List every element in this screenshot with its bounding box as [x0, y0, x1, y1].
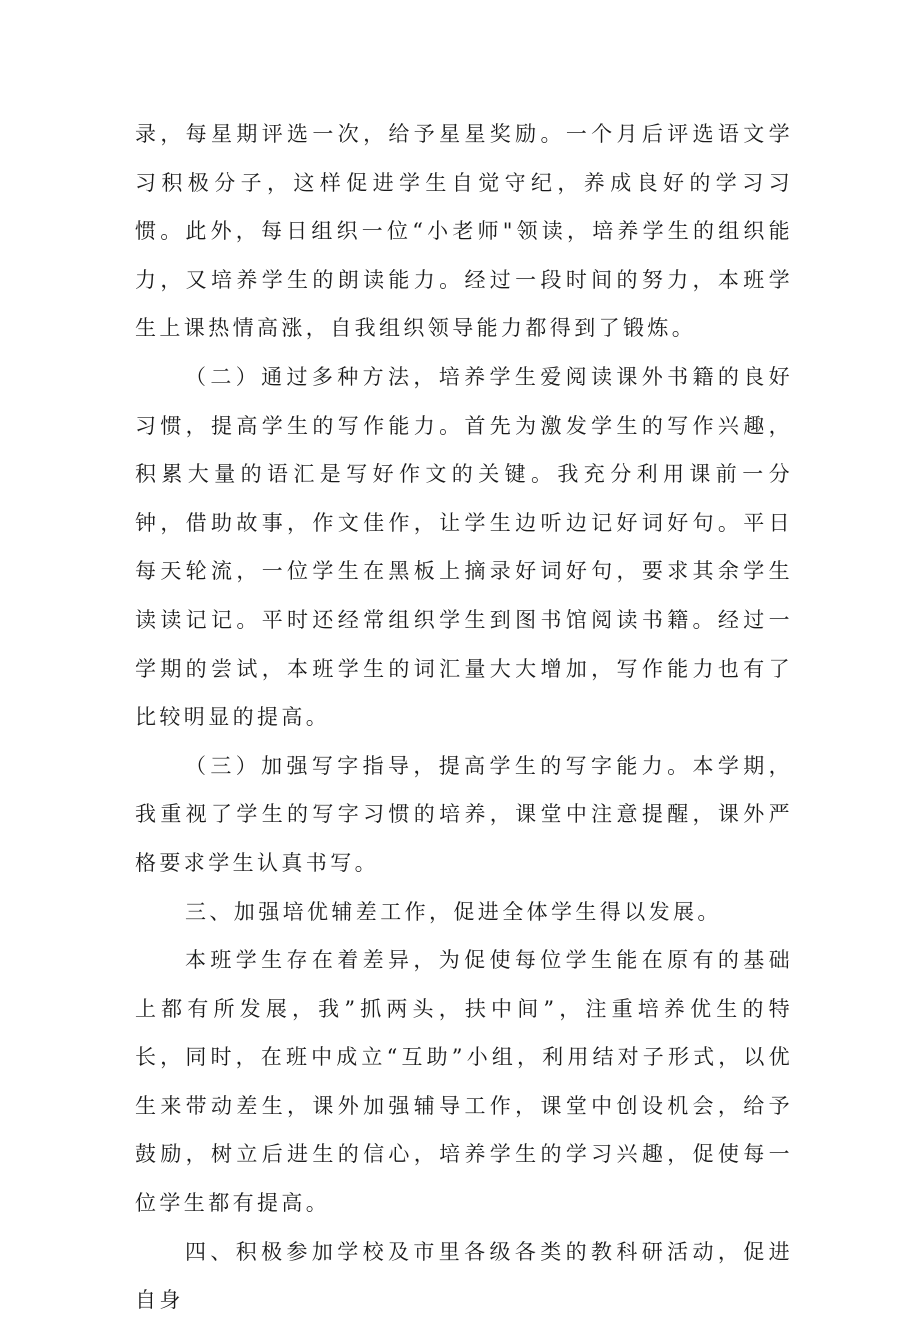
paragraph-3: （三）加强写字指导，提高学生的写字能力。本学期，我重视了学生的写字习惯的培养，课堂中注意提醒，课外严格要求学生认真书写。	[135, 753, 793, 875]
section-heading-3: 三、加强培优辅差工作，促进全体学生得以发展。	[185, 899, 722, 924]
section-heading-4: 四、积极参加学校及市里各级各类的教科研活动，促进自身	[135, 1239, 793, 1313]
paragraph-1: 录，每星期评选一次，给予星星奖励。一个月后评选语文学习积极分子，这样促进学生自觉守纪，养成良好的学习习惯。此外，每日组织一位“小老师"领读，培养学生的组织能力，又培养学生的朗读能力。经过一段时间的努力，本班学生上课热情高涨，自我组织领导能力都得到了锻炼。	[135, 122, 793, 341]
document-body	[135, 110, 793, 1325]
paragraph-2: （二）通过多种方法，培养学生爱阅读课外书籍的良好习惯，提高学生的写作能力。首先为激发学生的写作兴趣，积累大量的语汇是写好作文的关键。我充分利用课前一分钟，借助故事，作文佳作，让学生边听边记好词好句。平日每天轮流，一位学生在黑板上摘录好词好句，要求其余学生读读记记。平时还经常组织学生到图书馆阅读书籍。经过一学期的尝试，本班学生的词汇量大大增加，写作能力也有了比较明显的提高。	[135, 364, 793, 730]
paragraph-4: 本班学生存在着差异，为促使每位学生能在原有的基础上都有所发展，我”抓两头，扶中间”，注重培养优生的特长，同时，在班中成立“互助”小组，利用结对子形式，以优生来带动差生，课外加强辅导工作，课堂中创设机会，给予鼓励，树立后进生的信心，培养学生的学习兴趣，促使每一位学生都有提高。	[135, 948, 793, 1216]
